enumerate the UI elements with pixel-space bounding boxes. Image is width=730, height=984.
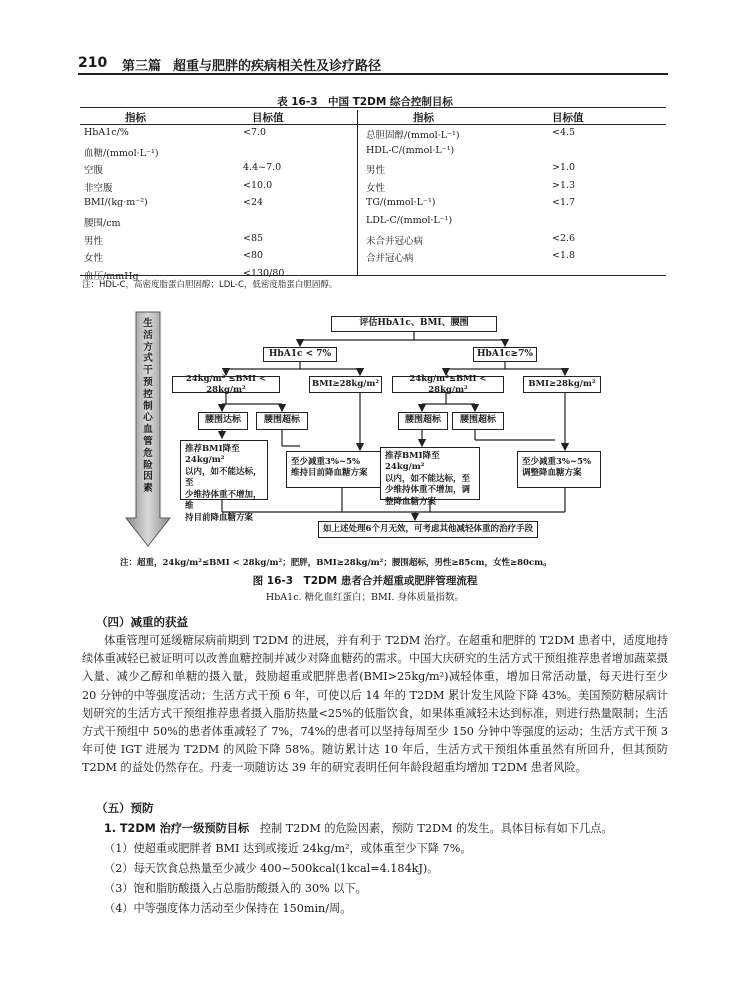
table-left-indicator: 腰围/cm xyxy=(84,218,121,229)
flow-rec-left-box xyxy=(180,440,268,523)
table-left-indicator: 血压/mmHg xyxy=(84,270,139,282)
flow-rec-right-line4: 整降血糖方案 xyxy=(385,496,437,507)
side-arrow-label: 生 活 方 式 干 预 控 制 心 血 管 危 险 因 素 xyxy=(143,318,153,495)
section4-heading: （四）减重的获益 xyxy=(96,615,188,629)
table-right-indicator: 未合并冠心病 xyxy=(366,235,424,247)
flow-rec-right-b-line2: 调整降血糖方案 xyxy=(522,468,582,479)
flow-rec-right-line1: 推荐BMI降至24kg/m² xyxy=(385,451,440,473)
table-left-target: <85 xyxy=(243,232,264,244)
section4-paragraph: 体重管理可延缓糖尿病前期到 T2DM 的进展，并有利于 T2DM 治疗。在超重和肥胖的 T2DM 患者中，适度地持续体重减轻已被证明可以改善血糖控制并减少对降血糖药的需求。中国大庆研究的生活方式干预组推荐患者增加蔬菜摄入量、减少乙醇和单糖的摄入量，鼓励超重或肥胖患者(BMI>25kg/m²)减轻体重，增加日常活动量，每天进行至少 20 分钟的中等强度活动；生活方式干预 6 年，可使以后 14 年的 T2DM 累计发生风险下降 43%。美国预防糖尿病计划研究的生活方式干预组推荐患者摄入脂肪热量<25%的低脂饮食，如果体重减轻未达到标准，则进行热量限制；生活方式干预组中 50%的患者体重减轻了 7%，74%的患者可以坚持每周至少 150 分钟中等强度的运动；生活方式干预 3 年可使 IGT 进展为 T2DM 的风险下降 58%。随访累计达 10 年后，生活方式干预组体重虽然有所回升，但其预防 T2DM 的益处仍然存在。丹麦一项随访达 39 年的研究表明任何年龄段超重均增加 T2DM 患者风险。 xyxy=(82,634,668,775)
flow-waist-over-left-box: 腰围超标 xyxy=(256,412,308,430)
table-right-target: <4.5 xyxy=(552,127,576,138)
flow-rec-right-box xyxy=(380,447,480,507)
table-right-target: <1.8 xyxy=(552,250,576,262)
table-left-indicator: 男性 xyxy=(84,235,104,247)
table-right-indicator: 男性 xyxy=(366,165,386,177)
flow-rec-left-line2: 以内，如不能达标，至 xyxy=(185,466,262,489)
section5-item1-label: 1. T2DM 治疗一级预防目标 xyxy=(104,822,250,835)
flow-rec-right-b-box xyxy=(517,451,601,488)
table-left-indicator: BMI/(kg·m⁻²) xyxy=(84,197,148,209)
flow-rec-left-b-box xyxy=(286,451,384,488)
flow-rec-left-line4: 持目前降血糖方案 xyxy=(185,512,254,523)
flow-hba1c-high-box: HbA1c≥7% xyxy=(473,347,537,362)
table-right-target: <2.6 xyxy=(552,232,576,244)
table-left-target: 4.4~7.0 xyxy=(243,162,282,174)
table-right-target: >1.0 xyxy=(552,162,576,174)
section5-list-item: （3）饱和脂肪酸摄入占总脂肪酸摄入的 30% 以下。 xyxy=(104,882,367,895)
flow-rec-right-b-line1: 至少减重3%~5% xyxy=(522,457,592,467)
table-right-indicator: 女性 xyxy=(366,182,386,194)
table-header-indicator-left: 指标 xyxy=(125,112,146,124)
table-left-indicator: 血糖/(mmol·L⁻¹) xyxy=(84,147,159,159)
flow-bmi-high-right-box: BMI≥28kg/m² xyxy=(523,376,601,393)
figure-note: 注：超重，24kg/m²≤BMI < 28kg/m²；肥胖，BMI≥28kg/m²；腰围超标，男性≥85cm，女性≥80cm。 xyxy=(120,558,552,568)
table-left-target: <7.0 xyxy=(243,127,267,138)
table-right-indicator: TG/(mmol·L⁻¹) xyxy=(366,197,436,209)
page-number: 210 xyxy=(78,55,108,71)
flow-waist-ok-right-box: 腰围超标 xyxy=(398,412,448,430)
table-header-target-right: 目标值 xyxy=(552,112,584,124)
table-left-target: <24 xyxy=(243,197,264,209)
table-right-target: >1.3 xyxy=(552,179,576,191)
section5-list-item: （2）每天饮食总热量至少减少 400~500kcal(1kcal=4.184kJ)。 xyxy=(104,862,439,875)
flow-waist-ok-left-box: 腰围达标 xyxy=(198,412,248,430)
table-left-target: <80 xyxy=(243,250,264,262)
flow-rec-left-b-line1: 至少减重3%~5% xyxy=(291,457,361,467)
part-label: 第三篇 xyxy=(122,59,162,74)
flow-bmi-mid-left-box: 24kg/m² ≤BMI < 28kg/m² xyxy=(172,376,280,393)
running-title: 超重与肥胖的疾病相关性及诊疗路径 xyxy=(173,59,382,74)
flow-rec-left-b-line2: 维持目前降血糖方案 xyxy=(291,468,368,479)
table-right-indicator: 总胆固醇/(mmol·L⁻¹) xyxy=(366,130,460,141)
flow-bottom-box: 如上述处理6个月无效，可考虑其他减轻体重的治疗手段 xyxy=(318,521,538,538)
flow-evaluate-box: 评估HbA1c、BMI、腰围 xyxy=(331,316,497,332)
table-right-target: <1.7 xyxy=(552,197,576,209)
figure-caption-note: HbA1c. 糖化血红蛋白；BMI. 身体质量指数。 xyxy=(265,592,465,603)
table-left-indicator: 非空腹 xyxy=(84,182,113,194)
section5-item1-text: 控制 T2DM 的危险因素，预防 T2DM 的发生。具体目标有如下几点。 xyxy=(259,822,613,835)
section5-item1 xyxy=(104,820,613,836)
table-right-indicator: LDL-C/(mmol·L⁻¹) xyxy=(366,215,453,226)
table-left-target: <10.0 xyxy=(243,179,273,191)
table-header-target-left: 目标值 xyxy=(252,112,284,124)
table-caption: 表 16-3 中国 T2DM 综合控制目标 xyxy=(277,96,453,108)
flow-rec-right-line2: 以内，如不能达标，至 xyxy=(385,473,471,484)
table-header-indicator-right: 指标 xyxy=(413,112,434,124)
section5-list-item: （1）使超重或肥胖者 BMI 达到或接近 24kg/m²，或体重至少下降 7%。 xyxy=(104,842,472,855)
flow-rec-left-line3: 少维持体重不增加，维 xyxy=(185,489,262,512)
table-left-indicator: 女性 xyxy=(84,253,104,265)
flow-bmi-high-left-box: BMI≥28kg/m² xyxy=(309,376,382,393)
flow-rec-right-line3: 少维持体重不增加，调 xyxy=(385,485,471,496)
flow-bmi-mid-right-box: 24kg/m²≤BMI < 28kg/m² xyxy=(392,376,504,393)
table-left-target: <130/80 xyxy=(243,267,285,279)
table-left-indicator: HbA1c/% xyxy=(84,127,129,138)
table-right-indicator: 合并冠心病 xyxy=(366,253,414,265)
table-left-indicator: 空腹 xyxy=(84,165,104,177)
table-note: 注：HDL-C，高密度脂蛋白胆固醇；LDL-C，低密度脂蛋白胆固醇。 xyxy=(82,280,338,290)
flow-hba1c-low-box: HbA1c < 7% xyxy=(263,347,337,362)
section5-heading: （五）预防 xyxy=(96,801,154,815)
section5-list-item: （4）中等强度体力活动至少保持在 150min/周。 xyxy=(104,902,352,915)
flow-rec-left-line1: 推荐BMI降至24kg/m² xyxy=(185,444,240,466)
figure-caption: 图 16-3 T2DM 患者合并超重或肥胖管理流程 xyxy=(252,575,478,587)
flow-waist-over-right-box: 腰围超标 xyxy=(452,412,504,430)
table-right-indicator: HDL-C/(mmol·L⁻¹) xyxy=(366,144,455,156)
